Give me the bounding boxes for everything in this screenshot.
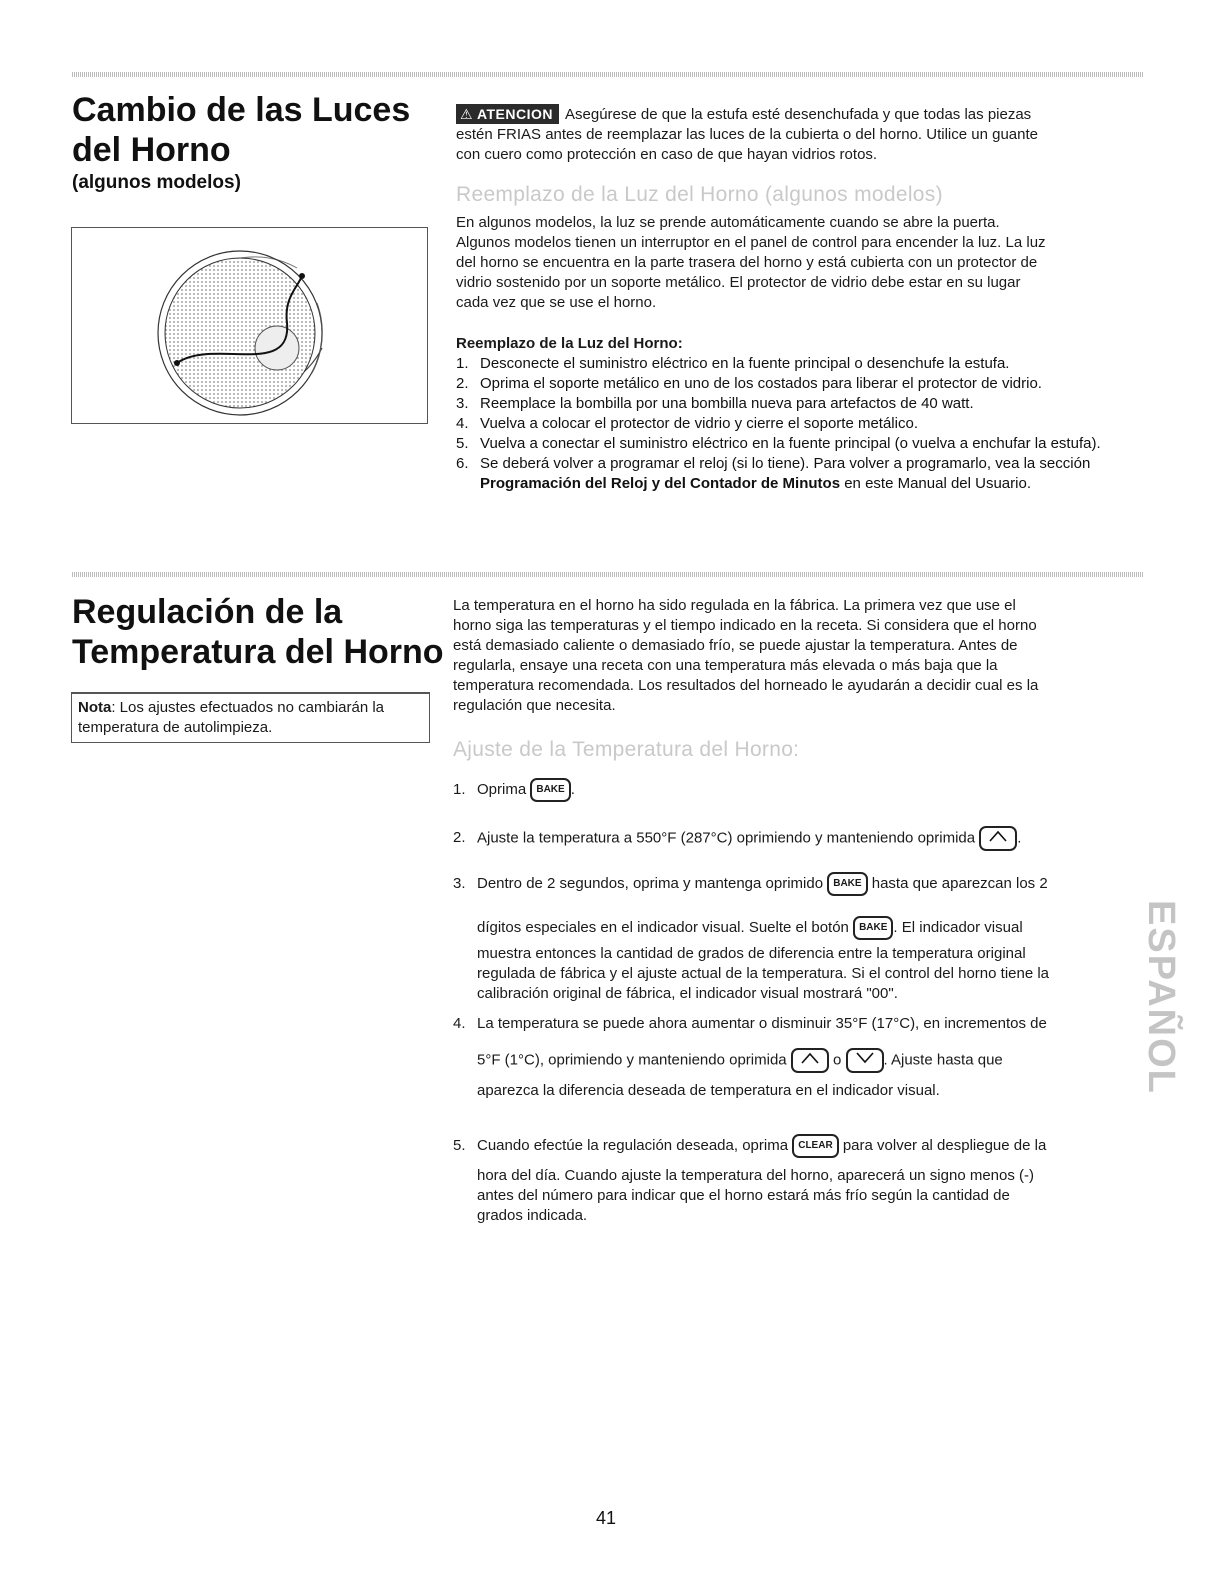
top-divider — [72, 72, 1144, 77]
list-item: 4. Vuelva a colocar el protector de vidrio y cierre el soporte metálico. — [456, 415, 918, 432]
chevron-up-icon — [799, 1050, 821, 1066]
section2-title: Regulación de la Temperatura del Horno — [72, 593, 444, 672]
warning-block: ⚠ ATENCION Asegúrese de que la estufa esté desenchufada y que todas las piezas estén FRIAS antes de reemplazar las luces de la cubierta o del horno. Utilice un guante con cuero como protección en caso de que hayan vidrios rotos. — [456, 106, 1038, 163]
section2-intro: La temperatura en el horno ha sido regulada en la fábrica. La primera vez que use el horno siga las temperaturas y el tiempo indicado en la receta. Si considera que el horno está demasiado caliente o demasiado frío, se puede ajustar la temperatura. Antes de regularla, ensaye una receta con una temperatura más elevada o más baja que la temperatura recomendada. Los resultados del horneado le ayudarán a decidir cual es la regulación que necesita. — [453, 597, 1039, 714]
bake-button[interactable]: BAKE — [530, 778, 570, 802]
steps-heading: Reemplazo de la Luz del Horno: — [456, 335, 683, 352]
light-steps-list — [456, 354, 1136, 494]
section2-subheading: Ajuste de la Temperatura del Horno: — [453, 738, 800, 761]
list-item: 2. Oprima el soporte metálico en uno de los costados para liberar el protector de vidrio. — [456, 375, 1042, 392]
oven-light-drawing — [72, 228, 427, 423]
bake-button[interactable]: BAKE — [827, 872, 867, 896]
up-arrow-button[interactable] — [979, 826, 1017, 851]
page-number: 41 — [596, 1508, 617, 1528]
section1-paragraph: En algunos modelos, la luz se prende automáticamente cuando se abre la puerta. Algunos modelos tienen un interruptor en el panel de control para encender la luz. La luz del horno se encuentra en la parte trasera del horno y está cubierta con un protector de vidrio sostenido por un soporte metálico. El protector de vidrio debe estar en su lugar cada vez que se use el horno. — [456, 214, 1046, 311]
side-language-label: ESPAÑOL — [1140, 900, 1182, 1095]
clear-button[interactable]: CLEAR — [792, 1134, 838, 1158]
adjust-step-3: 3. Dentro de 2 segundos, oprima y mantenga oprimido BAKE hasta que aparezcan los 2 dígitos especiales en el indicador visual. Suelte el botón BAKE . El indicador visual muestra entonces la cantidad de grados de diferencia entre la temperatura original regulada de fábrica y el ajuste actual de la temperatura. Si el control del horno tiene la calibración original de fábrica, el indicador visual mostrará "00". — [453, 872, 1143, 1004]
list-item: 3. Reemplace la bombilla por una bombilla nueva para artefactos de 40 watt. — [456, 395, 974, 412]
down-arrow-button[interactable] — [846, 1048, 884, 1073]
warning-icon: ⚠ — [460, 106, 474, 122]
chevron-up-icon — [987, 828, 1009, 844]
middle-divider — [72, 572, 1144, 577]
list-item: 5. Vuelva a conectar el suministro eléctrico en la fuente principal (o vuelva a enchufar la estufa). — [456, 435, 1101, 452]
section1-subtitle: (algunos modelos) — [72, 172, 241, 193]
adjust-step-4: 4. La temperatura se puede ahora aumentar o disminuir 35°F (17°C), en incrementos de 5°F (1°C), oprimiendo y manteniendo oprimida o . Ajuste hasta que aparezca la diferencia deseada de temperatura en el indicador visual. — [453, 1015, 1047, 1099]
list-item: 6. Se deberá volver a programar el reloj (si lo tiene). Para volver a programarlo, vea la sección Programación del Reloj y del Contador de Minutos en este Manual del Usuario. — [456, 455, 1091, 492]
chevron-down-icon — [854, 1050, 876, 1066]
note-box: Nota: Los ajustes efectuados no cambiarán la temperatura de autolimpieza. — [71, 692, 430, 743]
adjust-step-5: 5. Cuando efectúe la regulación deseada, oprima CLEAR para volver al despliegue de la hora del día. Cuando ajuste la temperatura del horno, aparecerá un signo menos (-) antes del número para indicar que el horno estará más frío según la cantidad de grados indicada. — [453, 1134, 1143, 1226]
adjust-step-2: 2. Ajuste la temperatura a 550°F (287°C) oprimiendo y manteniendo oprimida . — [453, 826, 1021, 851]
oven-light-illustration — [71, 227, 428, 424]
section1-subheading: Reemplazo de la Luz del Horno (algunos modelos) — [456, 183, 943, 206]
section1-title: Cambio de las Luces del Horno — [72, 91, 411, 170]
list-item: 1. Desconecte el suministro eléctrico en la fuente principal o desenchufe la estufa. — [456, 355, 1010, 372]
up-arrow-button[interactable] — [791, 1048, 829, 1073]
bake-button[interactable]: BAKE — [853, 916, 893, 940]
warning-badge: ⚠ ATENCION — [456, 104, 559, 124]
adjust-step-1: 1. Oprima BAKE . — [453, 778, 575, 802]
